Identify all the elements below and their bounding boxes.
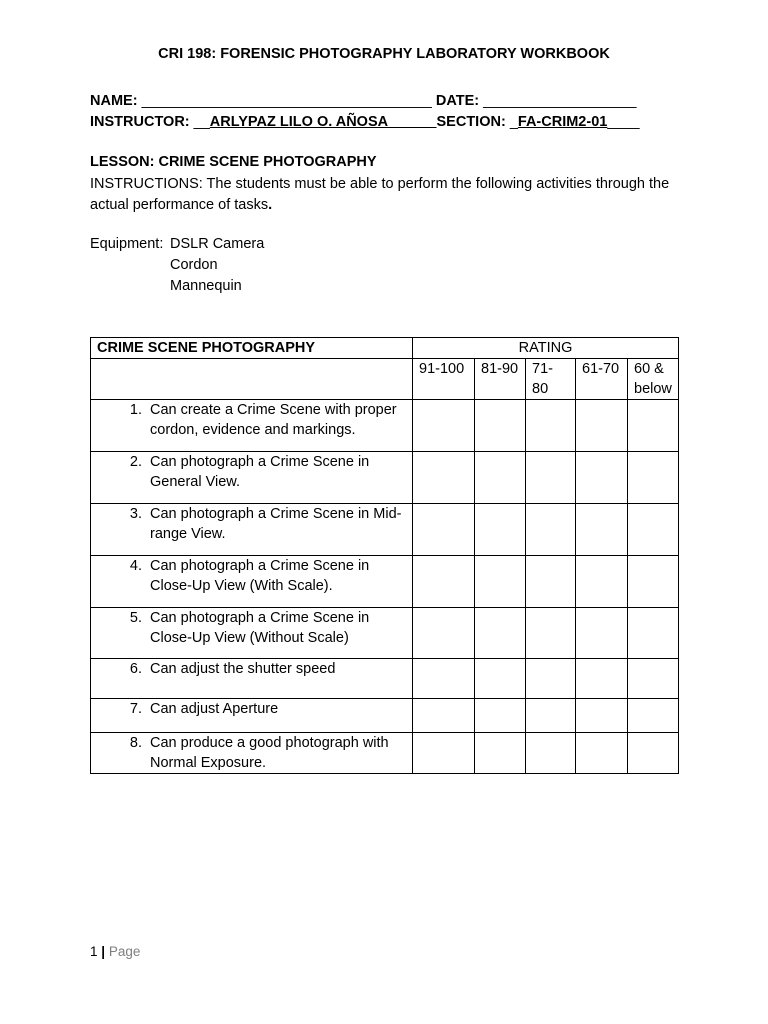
table-row — [91, 608, 679, 659]
rating-cell[interactable] — [576, 659, 628, 699]
rating-cell[interactable] — [413, 504, 475, 556]
rating-cell[interactable] — [413, 659, 475, 699]
table-row — [91, 400, 679, 452]
row-number: 8. — [129, 735, 142, 751]
rating-cell[interactable] — [526, 504, 576, 556]
column-header: 71-80 — [526, 359, 576, 400]
rating-cell[interactable] — [413, 556, 475, 608]
rating-cell[interactable] — [475, 733, 526, 774]
section-prefix: _ — [509, 114, 518, 130]
rating-cell[interactable] — [526, 659, 576, 699]
criterion-text: Can photograph a Crime Scene in General View. — [150, 454, 370, 490]
rating-cell[interactable] — [576, 608, 628, 659]
rating-cell[interactable] — [475, 400, 526, 452]
instructor-name: ARLYPAZ LILO O. AÑOSA______ — [209, 114, 437, 130]
rating-cell[interactable] — [526, 733, 576, 774]
rating-cell[interactable] — [475, 608, 526, 659]
criterion-text: Can adjust Aperture — [150, 701, 279, 717]
rating-cell[interactable] — [475, 659, 526, 699]
name-date-line — [90, 93, 636, 109]
rating-cell[interactable] — [628, 400, 679, 452]
rating-table — [90, 337, 679, 774]
instructions-period: . — [268, 197, 273, 213]
row-number: 4. — [129, 558, 142, 574]
rating-cell[interactable] — [413, 699, 475, 733]
rating-cell[interactable] — [628, 608, 679, 659]
criterion-cell — [91, 608, 413, 659]
row-number: 6. — [129, 661, 142, 677]
rating-cell[interactable] — [475, 452, 526, 504]
rating-cell[interactable] — [413, 608, 475, 659]
column-header: 61-70 — [576, 359, 628, 400]
page-separator: | — [101, 944, 106, 959]
name-label: NAME: — [90, 93, 138, 109]
rating-cell[interactable] — [526, 608, 576, 659]
rating-cell[interactable] — [576, 400, 628, 452]
row-number: 7. — [129, 701, 142, 717]
column-header: 60 & below — [628, 359, 679, 400]
page-label: Page — [108, 944, 141, 959]
row-number: 5. — [129, 610, 142, 626]
rating-cell[interactable] — [628, 504, 679, 556]
rating-cell[interactable] — [628, 699, 679, 733]
criterion-cell — [91, 733, 413, 774]
criterion-cell — [91, 556, 413, 608]
rating-cell[interactable] — [413, 733, 475, 774]
section-value: FA-CRIM2-01 — [517, 114, 608, 130]
table-header-row — [91, 338, 679, 359]
criterion-cell — [91, 452, 413, 504]
table-row — [91, 504, 679, 556]
section-suffix: ____ — [607, 114, 640, 130]
page-footer — [90, 944, 140, 959]
equipment-item: DSLR Camera — [170, 236, 265, 252]
criterion-cell — [91, 400, 413, 452]
column-header-row — [91, 359, 679, 400]
instructor-section-line — [90, 114, 640, 130]
criterion-text: Can create a Crime Scene with proper cordon, evidence and markings. — [150, 402, 397, 438]
row-number: 2. — [129, 454, 142, 470]
date-blank: ___________________ — [483, 93, 637, 109]
equipment-label: Equipment: — [90, 236, 164, 252]
section-label: SECTION: — [436, 114, 506, 130]
lesson-title: LESSON: CRIME SCENE PHOTOGRAPHY — [90, 154, 377, 170]
criterion-text: Can adjust the shutter speed — [150, 661, 336, 677]
rating-cell[interactable] — [576, 699, 628, 733]
rating-cell[interactable] — [576, 556, 628, 608]
column-header: 81-90 — [475, 359, 526, 400]
rating-cell[interactable] — [413, 400, 475, 452]
rating-cell[interactable] — [526, 556, 576, 608]
rating-cell[interactable] — [628, 556, 679, 608]
criterion-text: Can photograph a Crime Scene in Close-Up View (With Scale). — [150, 558, 370, 594]
equipment-item: Cordon — [170, 257, 218, 273]
date-label: DATE: — [435, 93, 480, 109]
instructor-label: INSTRUCTOR: — [90, 114, 190, 130]
criterion-text: Can photograph a Crime Scene in Close-Up View (Without Scale) — [150, 610, 370, 646]
column-header: 91-100 — [413, 359, 475, 400]
table-row — [91, 452, 679, 504]
empty-header-cell — [91, 359, 413, 400]
rating-cell[interactable] — [576, 452, 628, 504]
page-number: 1 — [90, 944, 98, 959]
rating-cell[interactable] — [475, 699, 526, 733]
instructions — [90, 174, 690, 216]
criterion-text: Can produce a good photograph with Normal Exposure. — [150, 735, 389, 771]
table-row — [91, 733, 679, 774]
equipment-item: Mannequin — [170, 278, 242, 294]
table-row — [91, 699, 679, 733]
rating-header: RATING — [413, 338, 679, 359]
criterion-cell — [91, 504, 413, 556]
row-number: 1. — [129, 402, 142, 418]
criterion-cell — [91, 659, 413, 699]
table-row — [91, 556, 679, 608]
rating-cell[interactable] — [576, 733, 628, 774]
rating-cell[interactable] — [628, 733, 679, 774]
rating-cell[interactable] — [475, 504, 526, 556]
rating-cell[interactable] — [576, 504, 628, 556]
rating-cell[interactable] — [628, 452, 679, 504]
name-blank: ____________________________________ — [141, 93, 432, 109]
criterion-cell — [91, 699, 413, 733]
rating-cell[interactable] — [475, 556, 526, 608]
rating-cell[interactable] — [526, 452, 576, 504]
rating-cell[interactable] — [526, 699, 576, 733]
rating-cell[interactable] — [526, 400, 576, 452]
document-title: CRI 198: FORENSIC PHOTOGRAPHY LABORATORY WORKBOOK — [158, 46, 610, 62]
instructor-prefix: __ — [193, 114, 210, 130]
rating-cell[interactable] — [628, 659, 679, 699]
instructions-text: INSTRUCTIONS: The students must be able to perform the following activities through the actual performance of tasks — [90, 176, 670, 213]
criterion-text: Can photograph a Crime Scene in Mid-range View. — [150, 506, 402, 542]
row-number: 3. — [129, 506, 142, 522]
table-title: CRIME SCENE PHOTOGRAPHY — [91, 338, 413, 359]
rating-cell[interactable] — [413, 452, 475, 504]
table-row — [91, 659, 679, 699]
